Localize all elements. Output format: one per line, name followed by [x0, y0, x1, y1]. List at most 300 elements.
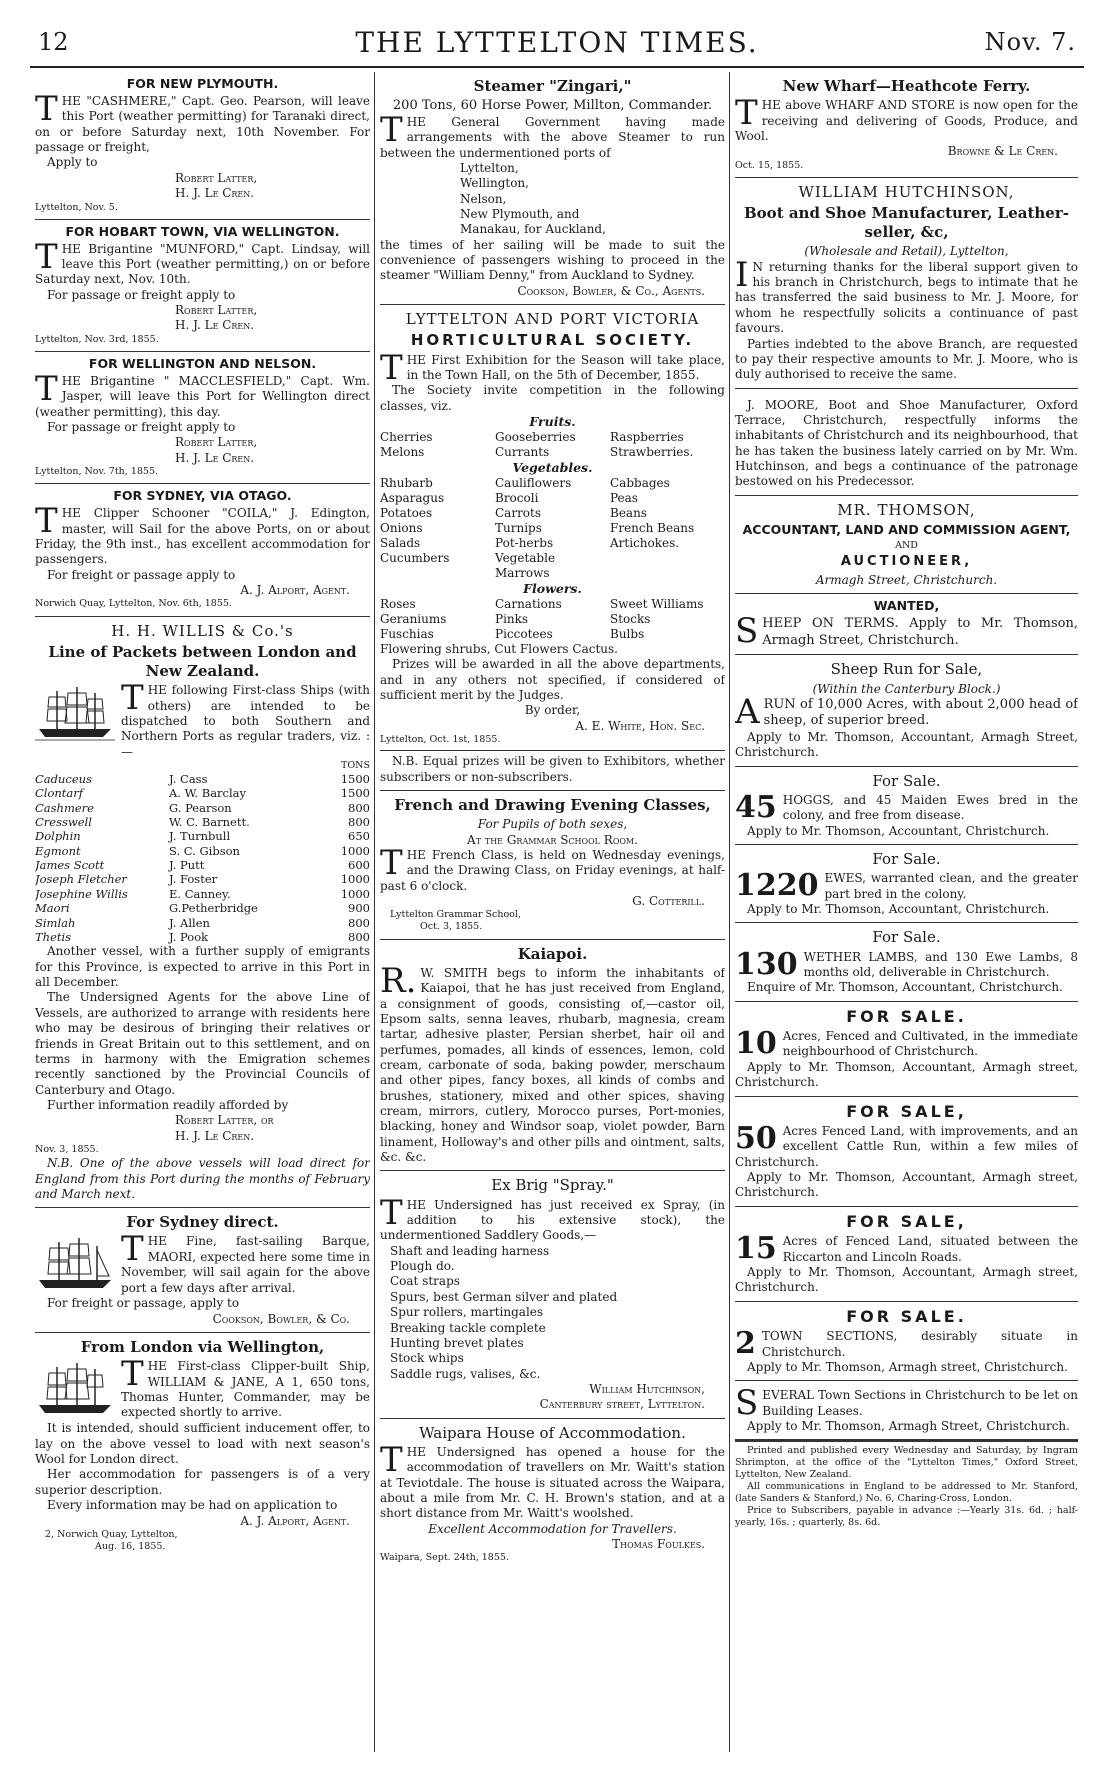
ship-captain: G. Pearson [169, 800, 232, 815]
produce-item: Strawberries. [610, 444, 694, 459]
fruits-table [380, 430, 725, 460]
ad-subheading: Line of Packets between London and New Zealand. [48, 642, 357, 680]
ad-body: HE General Government having made arrangements with the above Steamer to run between the undermentioned ports of [380, 114, 725, 160]
ad-mr-thomson [735, 496, 1078, 594]
ad-dateline: Norwich Quay, Lyttelton, Nov. 6th, 1855. [35, 598, 232, 610]
table-row [35, 887, 370, 901]
produce-item: Bulbs [610, 626, 645, 641]
port-item: New Plymouth, and [460, 206, 580, 221]
agent-name: A. J. Alport, Agent. [240, 1513, 350, 1528]
produce-item: Beans [610, 505, 647, 520]
ad-heading: For Sydney direct. [126, 1213, 279, 1232]
ad-london-wellington [35, 1333, 370, 1558]
ad-apply: Apply to Mr. Thomson, Accountant, Armagh street, Christchurch. [735, 1170, 1078, 1200]
produce-item: Piccotees [495, 626, 553, 641]
ad-for-sale-50-acres [735, 1097, 1078, 1207]
list-item: Spur rollers, martingales [390, 1305, 544, 1320]
column-3 [735, 72, 1078, 1752]
drop-cap: T [35, 368, 58, 409]
ad-evening-classes [380, 791, 725, 940]
ad-heathcote-ferry [735, 72, 1078, 178]
ad-subheading: AUCTIONEER, [840, 554, 973, 570]
ad-dateline: Oct. 3, 1855. [420, 921, 483, 933]
table-row [380, 491, 725, 506]
ad-para: Her accommodation for passengers is of a very superior description. [35, 1467, 370, 1497]
list-item: Shaft and leading harness [390, 1243, 550, 1258]
ship-tons: 900 [348, 901, 370, 916]
table-row [380, 612, 725, 627]
ad-note: N.B. One of the above vessels will load direct for England from this Port during the months of February and March next. [35, 1156, 370, 1201]
table-row [35, 829, 370, 843]
ad-body: HE Undersigned has just received ex Spray, (in addition to his extensive stock), the undermentioned Saddlery Goods,— [380, 1197, 725, 1243]
produce-item: Cucumbers [380, 550, 450, 565]
drop-cap: T [380, 109, 403, 150]
ad-heading: LYTTELTON AND PORT VICTORIA [405, 310, 700, 329]
produce-item: Cabbages [610, 475, 670, 490]
drop-cap: T [35, 236, 58, 277]
port-item: Nelson, [460, 191, 507, 206]
ad-body: TOWN SECTIONS, desirably situate in Christchurch. [761, 1329, 1078, 1359]
ad-body: EWES, warranted clean, and the greater part bred in the colony. [824, 871, 1078, 901]
column-1 [35, 72, 370, 1752]
ship-tons: 1000 [340, 843, 370, 858]
ad-town-sections-let [735, 1381, 1078, 1440]
produce-item: Cherries [380, 429, 433, 444]
table-row [35, 872, 370, 886]
ad-for-sale-town-sections [735, 1302, 1078, 1382]
ad-number: 130 [735, 946, 798, 982]
ad-brig-spray [380, 1171, 725, 1418]
table-row [380, 536, 725, 551]
ship-captain: J. Allen [169, 915, 210, 930]
ad-subheading: AND [895, 539, 918, 551]
ad-apply: For passage or freight apply to [47, 287, 236, 302]
category-label: Fruits. [529, 413, 576, 429]
ad-para: Prizes will be awarded in all the above departments, and in any others not specified, if considered of sufficient merit by the Judges. [380, 657, 725, 703]
ad-subheading: For Pupils of both sexes, [477, 817, 628, 832]
ships-table [35, 760, 370, 944]
ad-dateline: Waipara, Sept. 24th, 1855. [380, 1552, 509, 1564]
drop-cap: T [121, 1229, 144, 1270]
table-row [35, 901, 370, 915]
table-row [35, 858, 370, 872]
produce-item: Pinks [495, 611, 529, 626]
produce-item: Carnations [495, 596, 562, 611]
footer-line: Price to Subscribers, payable in advance :—Yearly 31s. 6d. ; half-yearly, 16s. ; quarterly, 8s. 6d. [735, 1504, 1078, 1528]
ad-dateline: Aug. 16, 1855. [95, 1541, 166, 1553]
agent-name: H. J. Le Cren. [175, 318, 255, 333]
table-row [380, 597, 725, 612]
drop-cap: T [121, 1354, 144, 1395]
ship-captain: J. Turnbull [169, 829, 231, 844]
produce-item: Cauliflowers [495, 475, 572, 490]
produce-item: Turnips [495, 520, 542, 535]
ship-name: James Scott [35, 858, 105, 873]
ad-subheading: (Within the Canterbury Block.) [812, 681, 1001, 696]
list-item: Saddle rugs, valises, &c. [390, 1366, 541, 1381]
table-row [380, 627, 725, 642]
ad-body: HE French Class, is held on Wednesday evenings, and the Drawing Class, on Friday evenings, at half-past 6 o'clock. [380, 847, 725, 893]
masthead-rule [30, 66, 1084, 68]
ship-name: Cashmere [35, 800, 94, 815]
ship-illustration-icon [35, 1361, 115, 1419]
list-item: Spurs, best German silver and plated [390, 1289, 618, 1304]
list-item: Stock whips [390, 1351, 464, 1366]
drop-cap: T [380, 842, 403, 883]
ad-heading: FOR SALE. [846, 1306, 967, 1326]
table-row [380, 430, 725, 445]
ad-william-hutchinson [735, 178, 1078, 389]
ad-para: It is intended, should sufficient inducement offer, to lay on the above vessel to load with next season's Wool for London direct. [35, 1421, 370, 1467]
ship-captain: A. W. Barclay [169, 786, 247, 801]
list-item: Plough do. [390, 1259, 455, 1274]
ad-body: HE First Exhibition for the Season will take place, in the Town Hall, on the 5th of December, 1855. [406, 352, 725, 382]
ad-apply: Apply to Mr. Thomson, Armagh street, Christchurch. [747, 1359, 1068, 1374]
ad-apply: Apply to Mr. Thomson, Accountant, Armagh Street, Christchurch. [735, 730, 1078, 760]
produce-item: Rhubarb [380, 475, 433, 490]
ship-captain: W. C. Barnett. [169, 814, 250, 829]
ad-heading: Waipara House of Accommodation. [419, 1423, 686, 1442]
produce-item: French Beans [610, 520, 695, 535]
ad-heading: Kaiapoi. [517, 944, 588, 963]
ad-sydney-otago [35, 484, 370, 616]
produce-item: Currants [495, 444, 550, 459]
ad-dateline: 2, Norwich Quay, Lyttelton, [45, 1528, 178, 1540]
ad-apply: For freight or passage, apply to [47, 1296, 240, 1311]
ad-body: the times of her sailing will be made to suit the convenience of passengers wishing to proceed in the steamer "William Denny," from Auckland to Sydney. [380, 237, 725, 283]
ship-tons: 800 [348, 800, 370, 815]
ship-name: Simlah [35, 915, 76, 930]
ad-body: HE "CASHMERE," Capt. Geo. Pearson, will leave this Port (weather permitting) for Taranaki direct, on or before Saturday next, 10th November. For passage or freight, [35, 94, 370, 155]
port-item: Manakau, for Auckland, [460, 222, 606, 237]
produce-item: Potatoes [380, 505, 433, 520]
ad-body: HE above WHARF AND STORE is now open for the receiving and delivering of Goods, Produce, and Wool. [735, 98, 1078, 143]
ad-heading: Steamer "Zingari," [473, 77, 632, 95]
drop-cap: T [380, 1192, 403, 1233]
ship-name: Dolphin [35, 829, 81, 844]
ad-heading: FOR WELLINGTON AND NELSON. [88, 355, 317, 371]
ad-heading: WANTED, [873, 598, 940, 614]
table-row [380, 506, 725, 521]
produce-item: Salads [380, 535, 421, 550]
ad-heading: FOR SALE, [846, 1211, 967, 1231]
produce-item: Brocoli [495, 490, 539, 505]
produce-item: Vegetable Marrows [495, 550, 556, 580]
ad-body: Acres Fenced Land, with improvements, and an excellent Cattle Run, within a few miles of Christchurch. [735, 1124, 1078, 1169]
by-order: By order, [524, 703, 581, 718]
agent-name: H. J. Le Cren. [175, 186, 255, 201]
ad-note: N.B. Equal prizes will be given to Exhibitors, whether subscribers or non-subscribers. [380, 750, 725, 785]
ad-wanted-sheep [735, 594, 1078, 655]
ad-body: HE following First-class Ships (with others) are intended to be dispatched to both Southern and Northern Ports as regular traders, viz. :— [121, 683, 370, 759]
table-row [35, 815, 370, 829]
ad-para: The Society invite competition in the following classes, viz. [380, 383, 725, 413]
drop-cap: S [735, 611, 759, 652]
agent-name: H. J. Le Cren. [175, 450, 255, 465]
ad-heading: FOR NEW PLYMOUTH. [126, 76, 279, 91]
produce-item: Asparagus [380, 490, 445, 505]
ad-para: Another vessel, with a further supply of emigrants for this Province, is expected to arrive in this Port in all December. [35, 944, 370, 990]
column-2 [380, 72, 725, 1752]
produce-item: Sweet Williams [610, 596, 704, 611]
produce-item: Carrots [495, 505, 542, 520]
agent-name: William Hutchinson, [589, 1381, 705, 1396]
ship-tons: 1500 [340, 786, 370, 801]
produce-item: Peas [610, 490, 638, 505]
produce-item: Stocks [610, 611, 651, 626]
agent-name: Canterbury street, Lyttelton. [539, 1397, 705, 1412]
vegetables-table [380, 476, 725, 581]
table-row [35, 772, 370, 786]
ad-for-sale-hoggs [735, 767, 1078, 845]
ship-captain: J. Putt [169, 858, 205, 873]
port-item: Lyttelton, [460, 160, 519, 175]
ship-captain: E. Canney. [169, 886, 231, 901]
agent-name: Cookson, Bowler, & Co., Agents. [517, 283, 705, 298]
agent-name: G. Cotterill. [632, 893, 705, 908]
ship-name: Cresswell [35, 814, 92, 829]
produce-item: Roses [380, 596, 416, 611]
ad-heading: For Sale. [872, 928, 941, 947]
ad-number: 10 [735, 1026, 777, 1062]
ad-dateline: Nov. 3, 1855. [35, 1144, 99, 1156]
column-divider [729, 72, 730, 1752]
ship-captain: S. C. Gibson [169, 843, 240, 858]
ship-captain: J. Foster [169, 872, 218, 887]
footer-line: Printed and published every Wednesday and Saturday, by Ingram Shrimpton, at the office of the "Lyttelton Times," Oxford Street, Lyttelton, New Zealand. [735, 1445, 1078, 1481]
ad-kaiapoi [380, 940, 725, 1172]
ad-body: W. SMITH begs to inform the inhabitants of Kaiapoi, that he has just received from England, a consignment of goods, consisting of,—castor oil, Epsom salts, senna leaves, rhubarb, magnesia, cream tartar, adhesive plaster, Persian sherbet, hair oil and perfumes, pomades, all kinds of essences, lemon, cold cream, carbonate of soda, baking powder, merschaum and other pipes, fancy boxes, all kinds of combs and brushes, stationery, mixed and other spices, shaving cream, mirrors, cutlery, Morocco purses, Port-monies, blacking, honey and Windsor soap, violet powder, Barn linament, Holloway's and other pills and ointment, salts, &c. &c. [380, 965, 725, 1165]
ad-for-sale-15-acres [735, 1207, 1078, 1302]
ad-heading: From London via Wellington, [80, 1338, 325, 1357]
ad-dateline: Lyttelton, Nov. 3rd, 1855. [35, 333, 159, 345]
ad-heading: WILLIAM HUTCHINSON, [798, 182, 1015, 201]
ship-tons: 650 [348, 829, 370, 844]
column-divider [374, 72, 375, 1752]
ad-apply: Apply to [47, 155, 98, 170]
produce-item [610, 551, 725, 581]
publisher-footer [735, 1440, 1078, 1533]
produce-item: Geraniums [380, 611, 447, 626]
ad-heading: FOR SYDNEY, VIA OTAGO. [113, 488, 292, 504]
ship-captain: J. Cass [169, 771, 208, 786]
masthead [30, 22, 1084, 62]
port-item: Wellington, [460, 176, 529, 191]
ad-horticultural-society [380, 305, 725, 791]
ad-body: HOGGS, and 45 Maiden Ewes bred in the colony, and free from disease. [782, 793, 1078, 823]
ad-number: 50 [735, 1121, 777, 1156]
ad-body: J. MOORE, Boot and Shoe Manufacturer, Oxford Terrace, Christchurch, respectfully informs the inhabitants of Christchurch and its neighbourhood, that he has taken the business lately carried on by Mr. Wm. Hutchinson, and begs a continuance of the patronage bestowed on his Predecessor. [735, 397, 1078, 489]
ship-name: Clontarf [35, 786, 84, 801]
ad-body: HE Fine, fast-sailing Barque, MAORI, expected here some time in November, will sail again for the above port a few days after arrival. [121, 1234, 370, 1295]
ad-body: HE Brigantine "MUNFORD," Capt. Lindsay, will leave this Port (weather permitting,) on or before Saturday next, Nov. 10th. [35, 241, 370, 287]
table-row [35, 844, 370, 858]
flowers-extra: Flowering shrubs, Cut Flowers Cactus. [380, 641, 618, 656]
ship-tons: 1500 [340, 771, 370, 786]
produce-item: Raspberries [610, 429, 684, 444]
ad-subheading: Armagh Street, Christchurch. [815, 572, 998, 587]
ship-tons: 800 [348, 929, 370, 944]
agent-name: Thomas Foulkes. [612, 1537, 705, 1552]
agent-name: Robert Latter, [175, 303, 258, 318]
drop-cap: R. [380, 960, 417, 1001]
ad-heading: New Wharf—Heathcote Ferry. [782, 77, 1031, 95]
drop-cap: T [735, 93, 758, 134]
ad-heading: For Sale. [872, 850, 941, 869]
ad-waipara-house [380, 1419, 725, 1570]
issue-date: Nov. 7. [984, 28, 1076, 56]
ad-apply: For passage or freight apply to [47, 420, 236, 435]
produce-item: Fuschias [380, 626, 434, 641]
ad-for-sale-10-acres [735, 1002, 1078, 1097]
saddlery-list [380, 1244, 725, 1382]
drop-cap: T [121, 678, 144, 719]
table-row [380, 521, 725, 536]
ship-name: Josephine Willis [35, 886, 128, 901]
ad-heading: FOR HOBART TOWN, VIA WELLINGTON. [65, 223, 340, 239]
ad-heading: For Sale. [872, 771, 941, 790]
ship-name: Joseph Fletcher [35, 872, 127, 887]
table-row [380, 476, 725, 491]
table-row [35, 786, 370, 800]
table-row [35, 801, 370, 815]
ad-para: The Undersigned Agents for the above Line of Vessels, are authorized to arrange with residents here who may be desirous of bringing their relatives or friends in Great Britain out to this settlement, and on terms in harmony with the Emigration schemes recently sanctioned by the Provincial Councils of Canterbury and Otago. [35, 990, 370, 1097]
drop-cap: I [735, 254, 749, 295]
ad-apply: Apply to Mr. Thomson, Accountant, Armagh street, Christchurch. [735, 1264, 1078, 1295]
ship-illustration-icon [35, 685, 115, 743]
table-row [35, 916, 370, 930]
ad-body: N returning thanks for the liberal support given to his branch in Christchurch, begs to intimate that he has transferred the said business to Mr. J. Moore, for whom he respectfully solicits a continuance of past favours. [735, 259, 1078, 336]
produce-item: Melons [380, 444, 425, 459]
ship-name: Thetis [35, 929, 72, 944]
ad-body: HE Undersigned has opened a house for the accommodation of travellers on Mr. Waitt's station at Teviotdale. The house is situated across the Waipara, about a mile from Mr. C. H. Brown's station, and at a short distance from Mr. Waitt's woolshed. [380, 1444, 725, 1521]
ad-body: EVERAL Town Sections in Christchurch to be let on Building Leases. [762, 1388, 1078, 1418]
list-item: Breaking tackle complete [390, 1320, 546, 1335]
produce-item: Pot-herbs [495, 535, 554, 550]
produce-item: Gooseberries [495, 429, 576, 444]
ad-body: HE First-class Clipper-built Ship, WILLIAM & JANE, A 1, 650 tons, Thomas Hunter, Commander, may be expected shortly to arrive. [121, 1359, 370, 1420]
ad-apply: Apply to Mr. Thomson, Accountant, Christchurch. [747, 823, 1050, 838]
ship-tons: 800 [348, 814, 370, 829]
agent-name: Robert Latter, [175, 435, 258, 450]
ad-number: 15 [735, 1231, 777, 1267]
ad-subheading: HORTICULTURAL SOCIETY. [410, 331, 695, 350]
ad-hobart-town [35, 220, 370, 352]
list-item: Hunting brevet plates [390, 1335, 524, 1350]
ad-body: WETHER LAMBS, and 130 Ewe Lambs, 8 months old, deliverable in Christchurch. [803, 949, 1078, 979]
page-number: 12 [38, 28, 69, 56]
ad-body: HE Clipper Schooner "COILA," J. Edington, master, will Sail for the above Ports, on or about Friday, the 9th inst., has excellent accommodation for passengers. [35, 506, 370, 567]
drop-cap: T [35, 501, 58, 542]
ad-dateline: Lyttelton Grammar School, [390, 909, 521, 921]
ship-tons: 1000 [340, 886, 370, 901]
ad-dateline: Lyttelton, Nov. 5. [35, 201, 118, 213]
drop-cap: T [35, 89, 58, 129]
ports-list [380, 161, 725, 238]
ad-number: 1220 [735, 868, 819, 904]
newspaper-title: THE LYTTELTON TIMES. [355, 26, 759, 59]
ad-heading: H. H. WILLIS & Co.'s [111, 621, 294, 640]
ad-body: RUN of 10,000 Acres, with about 2,000 head of sheep, of superior breed. [763, 696, 1078, 729]
ad-heading: MR. THOMSON, [837, 500, 976, 519]
ad-apply: Apply to Mr. Thomson, Accountant, Armagh street, Christchurch. [735, 1059, 1078, 1090]
flowers-table [380, 597, 725, 642]
ad-sydney-direct [35, 1208, 370, 1333]
ad-subheading: 200 Tons, 60 Horse Power, Millton, Commander. [392, 98, 713, 114]
ad-apply: Enquire of Mr. Thomson, Accountant, Christchurch. [747, 980, 1063, 995]
ship-captain: J. Pook [169, 929, 209, 944]
ad-number: 2 [735, 1326, 756, 1362]
ad-body: HE Brigantine " MACCLESFIELD," Capt. Wm. Jasper, will leave this Port for Wellington direct (weather permitting), this day. [35, 373, 370, 419]
ad-apply: Apply to Mr. Thomson, Armagh Street, Christchurch. [747, 1418, 1070, 1433]
drop-cap: A [735, 691, 760, 732]
agent-name: A. J. Alport, Agent. [240, 583, 350, 598]
ad-for-sale-lambs [735, 923, 1078, 1001]
drop-cap: S [735, 1383, 759, 1424]
ad-new-plymouth [35, 72, 370, 220]
ship-tons: 800 [348, 915, 370, 930]
category-label: Flowers. [523, 580, 582, 596]
ship-tons: 600 [348, 858, 370, 873]
ad-dateline: Lyttelton, Nov. 7th, 1855. [35, 466, 159, 478]
ad-subheading: Boot and Shoe Manufacturer, Leather-seller, &c, [744, 203, 1069, 242]
ship-name: Caduceus [35, 771, 92, 786]
ad-subheading: ACCOUNTANT, LAND AND COMMISSION AGENT, [742, 521, 1071, 537]
ad-for-sale-ewes [735, 845, 1078, 923]
ad-body: HEEP ON TERMS. Apply to Mr. Thomson, Armagh Street, Christchurch. [762, 616, 1078, 648]
ad-heading: French and Drawing Evening Classes, [394, 795, 711, 814]
ad-para: Further information readily afforded by [47, 1097, 289, 1112]
ad-heading: Ex Brig "Spray." [491, 1176, 614, 1195]
list-item: Coat straps [390, 1274, 460, 1289]
footer-line: All communications in England to be addressed to Mr. Stanford, (late Sanders & Stanford,) No. 6, Charing-Cross, London. [735, 1480, 1078, 1504]
ad-heading: FOR SALE, [846, 1101, 967, 1121]
produce-item: Onions [380, 520, 423, 535]
ship-name: Egmont [35, 843, 81, 858]
drop-cap: T [380, 1439, 403, 1480]
tons-header: TONS [341, 759, 370, 771]
agent-name: A. E. White, Hon. Sec. [575, 718, 705, 733]
ad-j-moore [735, 389, 1078, 496]
ad-subheading: (Wholesale and Retail), Lyttelton, [804, 244, 1009, 259]
ship-name: Maori [35, 901, 70, 916]
ad-body: Acres, Fenced and Cultivated, in the immediate neighbourhood of Christchurch. [782, 1029, 1078, 1059]
ad-willis-packets [35, 617, 370, 1209]
ad-subheading: At the Grammar School Room. [467, 832, 638, 847]
ship-captain: G.Petherbridge [169, 901, 258, 916]
ad-wellington-nelson [35, 352, 370, 484]
table-row [35, 930, 370, 944]
table-row [380, 445, 725, 460]
ad-para: Every information may be had on application to [47, 1498, 338, 1513]
ad-sheep-run [735, 655, 1078, 767]
ad-dateline: Lyttelton, Oct. 1st, 1855. [380, 734, 501, 746]
ad-para: Parties indebted to the above Branch, are requested to pay their respective amounts to Mr. J. Moore, who is duly authorised to receive the same. [735, 336, 1078, 382]
ad-steamer-zingari [380, 72, 725, 305]
agent-name: Robert Latter, or [175, 1113, 274, 1128]
agent-name: Robert Latter, [175, 170, 258, 185]
table-row [380, 551, 725, 581]
ship-illustration-icon [35, 1236, 115, 1294]
ad-heading: FOR SALE. [846, 1006, 967, 1026]
agent-name: Browne & Le Cren. [947, 144, 1058, 159]
produce-item: Artichokes. [610, 535, 680, 550]
ad-tagline: Excellent Accommodation for Travellers. [428, 1521, 677, 1536]
drop-cap: T [380, 347, 403, 388]
ship-tons: 1000 [340, 872, 370, 887]
ad-heading: Sheep Run for Sale, [830, 660, 983, 679]
category-label: Vegetables. [512, 459, 593, 475]
